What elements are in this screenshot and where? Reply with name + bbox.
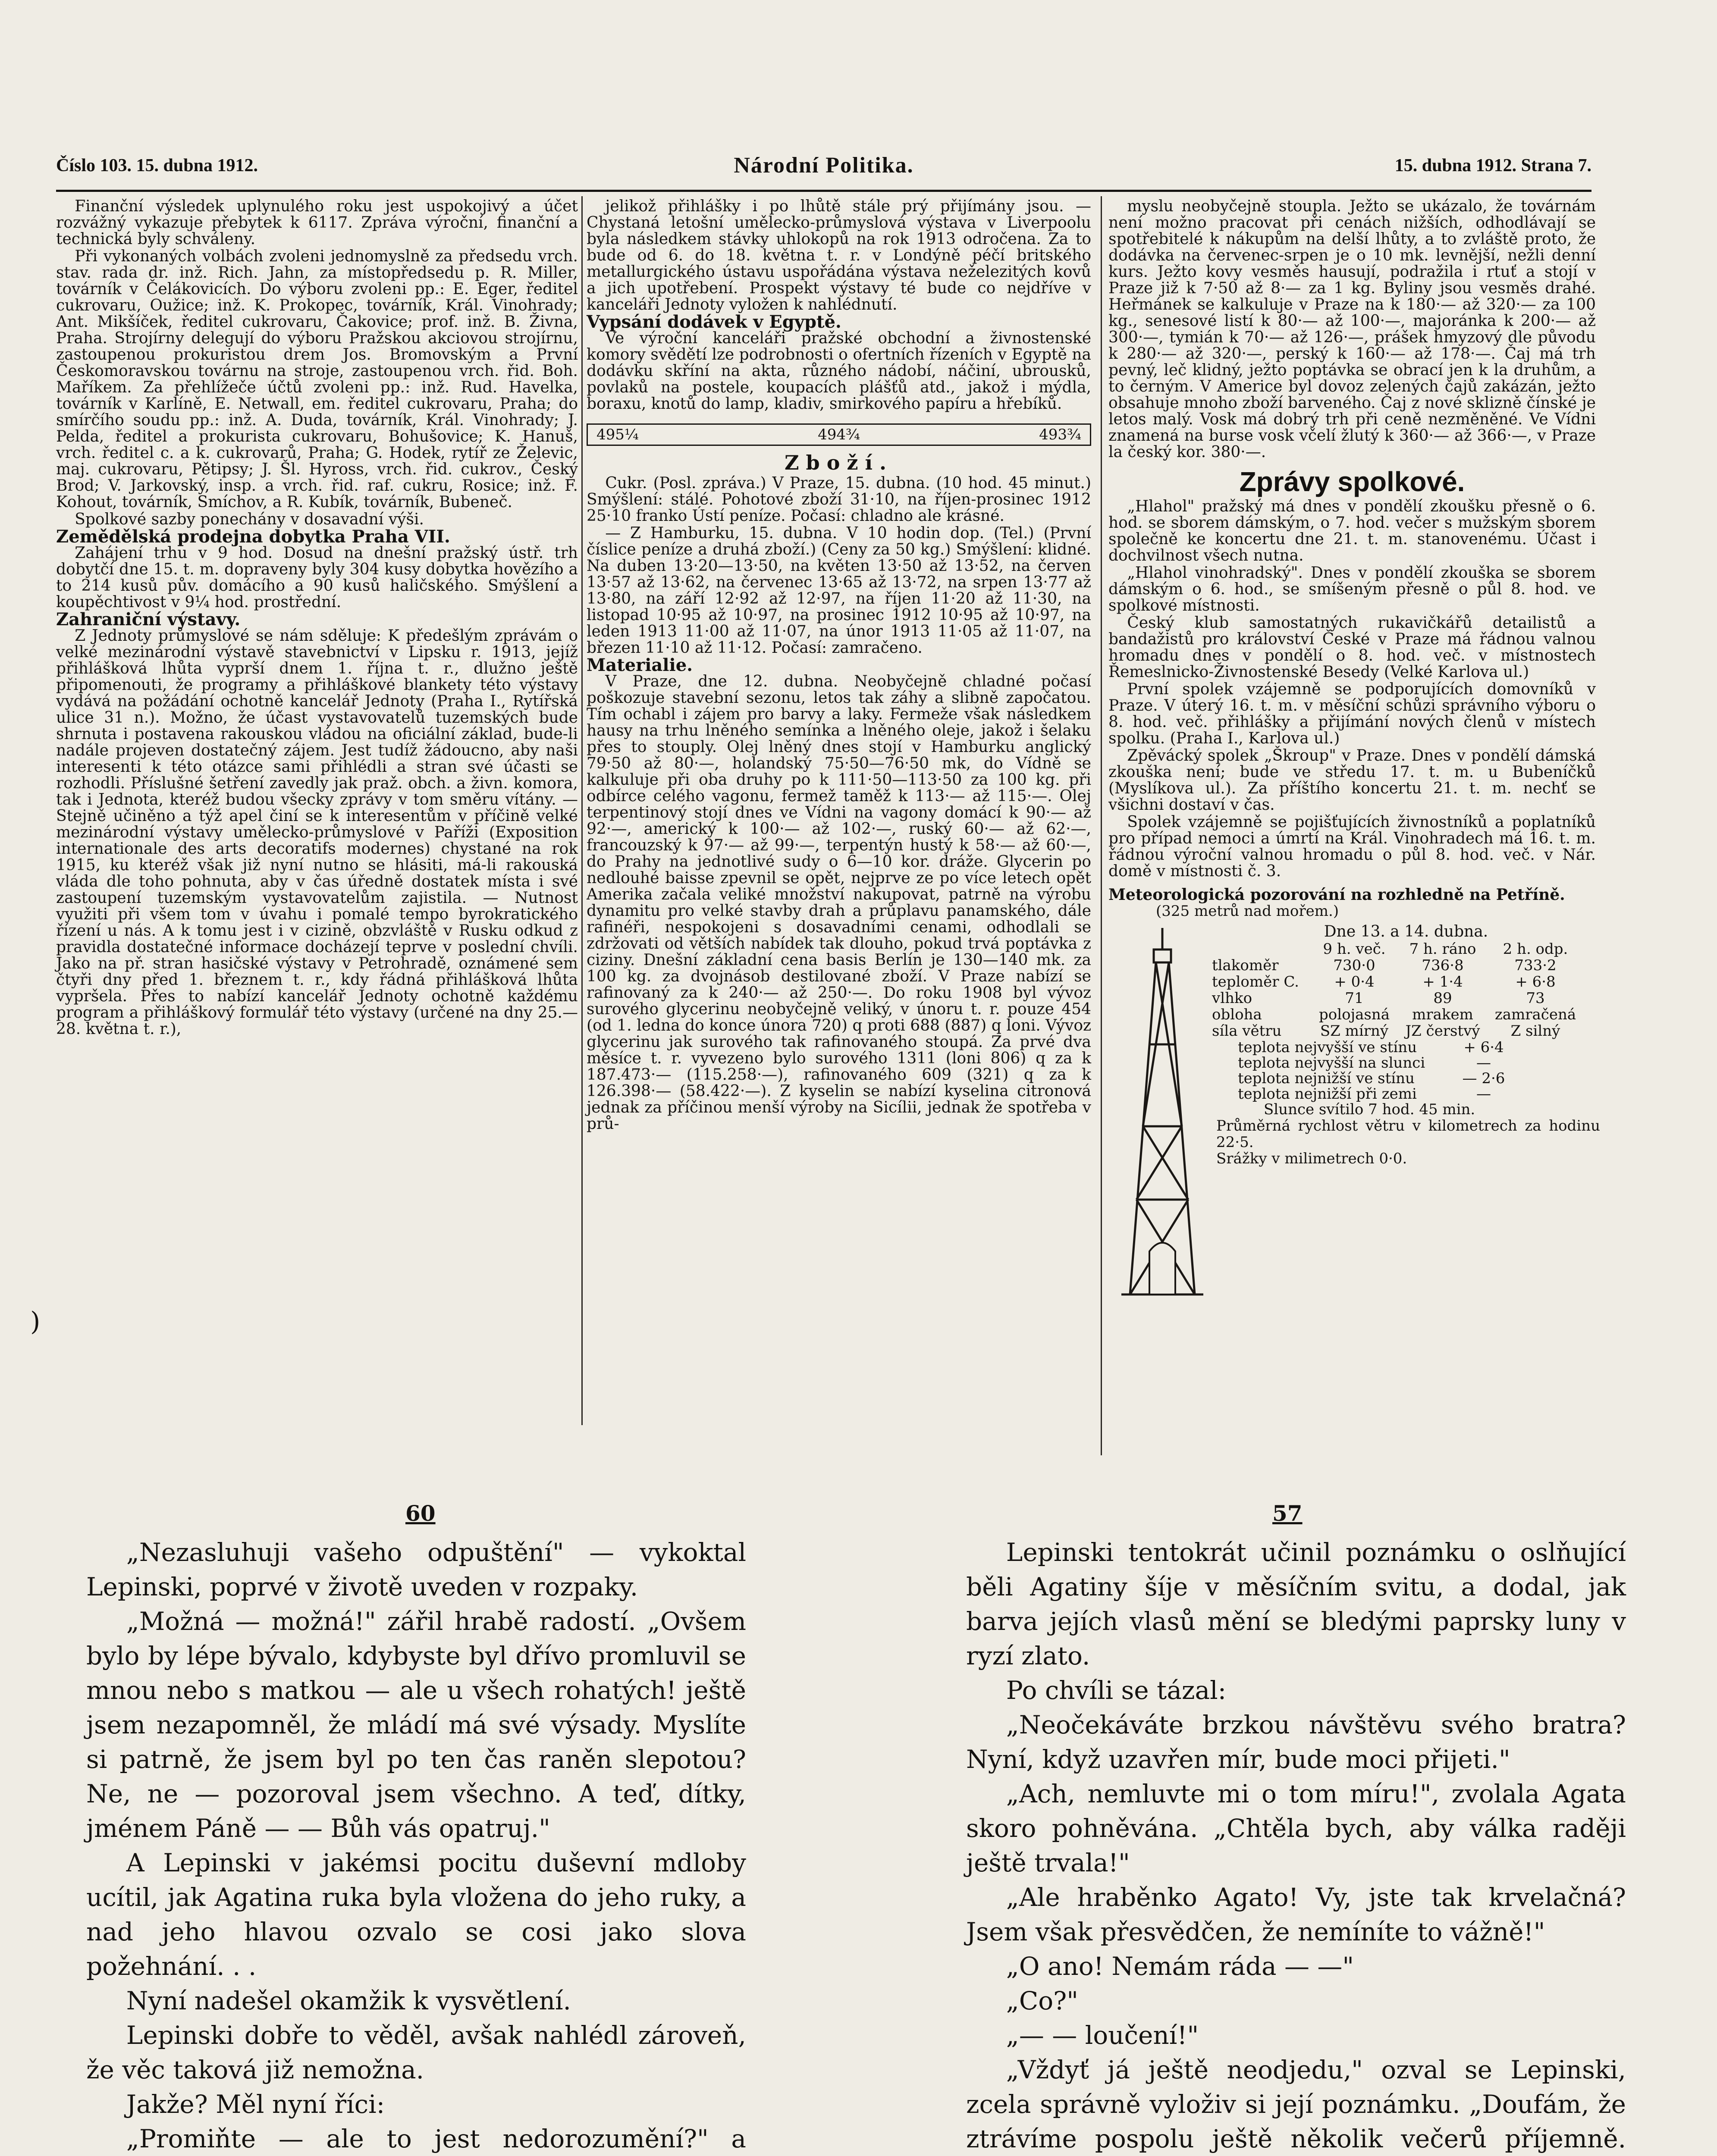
meteo-subtitle: (325 metrů nad mořem.) — [1156, 903, 1339, 920]
book-paragraph: „Neočekáváte brzkou návštěvu svého bratra? Nyní, když uzavřen mír, bude moci přijeti." — [966, 1710, 1626, 1774]
meteo-rain: Srážky v milimetrech 0·0. — [1216, 1150, 1407, 1167]
article-heading: Materialie. — [587, 655, 693, 675]
meteo-cell: SZ mírný — [1320, 1022, 1389, 1040]
meteo-label: teplota nejvyšší na slunci — [1238, 1054, 1425, 1072]
article-paragraph: Při vykonaných volbách zvoleni jednomyslně za předsedu vrch. stav. rada dr. inž. Rich. Jahn, za místopředsedu p. R. Miller, továrník v Čelákovicích. Do výboru zvoleni pp.: E. Eger, ředitel cukrovaru, Oužice; inž. K. Prokopec, továrník, Král. Vinohrady; Ant. Mikšíček, ředitel cukrovaru, Čakovice; prof. inž. B. Živna, Praha. Strojírny delegují do výboru Pražskou akciovou strojírnu, zastoupenou prokuristou drem Jos. Bromovským a První Českomoravskou továrnu na stroje, zastoupenou vrch. řid. Boh. Maříkem. Za přehlížeče účtů zvoleni pp.: inž. Rud. Havelka, továrník v Karlíně, E. Netwall, em. ředitel cukrovaru, Praha; do smírčího soudu pp.: inž. A. Duda, továrník, Král. Vinohrady; J. Pelda, ředitel a prokurista cukrovaru, Bohušovice; K. Hanuš, vrch. ředitel c. a k. cukrovarů, Praha; G. Hodek, rytíř ze Želevic, maj. cukrovaru, Pětipsy; J. Šl. Hyross, vrch. řid. cukrov., Český Brod; V. Jarkovský, insp. a vrch. řid. raf. cukru, Rosice; inž. F. Kohout, továrník, Smíchov, a R. Kubík, továrník, Bubeneč. — [56, 248, 578, 511]
article-paragraph: jelikož přihlášky i po lhůtě stále prý přijímány jsou. — Chystaná letošní umělecko-průmyslová výstava v Liverpoolu byla následkem stávky uhlokopů na rok 1913 odročena. Za to bude od 6. do 18. května t. r. v Londýně péčí britského metallurgického ústavu uspořádána výstava neželezitých kovů a jich upotřebení. Prospekt výstavy té bude co nejdříve v kanceláři Jednoty vyložen k nahlédnutí. — [587, 197, 1091, 313]
meteo-label: teplota nejnižší ve stínu — [1238, 1070, 1415, 1087]
meteo-cell: 2 h. odp. — [1503, 940, 1568, 958]
issue-number: Číslo 103. 15. dubna 1912. — [56, 156, 258, 175]
meteo-cell: teploměr C. — [1212, 973, 1299, 990]
meteo-cell: vlhko — [1212, 990, 1252, 1007]
book-page-right — [966, 1535, 1626, 2156]
book-paragraph: Lepinski dobře to věděl, avšak nahlédl zároveň, že věc taková již nemožna. — [86, 2021, 746, 2084]
meteo-value: — — [1476, 1054, 1491, 1072]
meteo-cell: zamračená — [1494, 1006, 1576, 1023]
meteo-wind: Průměrná rychlost větru v kilometrech za hodinu 22·5. — [1216, 1117, 1600, 1151]
meteo-row — [1212, 974, 1600, 990]
newspaper-title: Národní Politika. — [734, 153, 914, 178]
book-paragraph: „Promiňte — ale to jest nedorozumění?" a — [126, 2124, 746, 2153]
book-paragraph: „Vždyť já ještě neodjedu," ozval se Lepinski, zcela správně vyloživ si její poznámku. „Doufám, že ztrávíme pospolu ještě několik večerů příjemně. — [966, 2055, 1626, 2153]
book-paragraph: „O ano! Nemám ráda — —" — [1006, 1952, 1354, 1981]
meteo-cell: + 6·8 — [1515, 973, 1556, 990]
article-heading: Zemědělská prodejna dobytka Praha VII. — [56, 526, 450, 547]
book-paragraph: „Možná — možná!" zářil hrabě radostí. „Ovšem bylo by lépe bývalo, kdybyste byl dřívo promluvil se mnou nebo s matkou — ale u všech rohatých! ještě jsem nezapomněl, že mládí má své výsady. Myslíte si patrně, že jsem byl po ten čas raněn slepotou? Ne, ne — pozoroval jsem všechno. A teď, dítky, jménem Páně — — Bůh vás opatruj." — [86, 1607, 746, 1843]
column-2 — [587, 198, 1091, 1457]
meteo-cell: JZ čerstvý — [1405, 1022, 1480, 1040]
meteo-row — [1212, 990, 1600, 1006]
meteo-cell: 730·0 — [1333, 957, 1375, 974]
meteo-list-row — [1238, 1070, 1600, 1086]
article-paragraph: V Praze, dne 12. dubna. Neobyčejně chladné počasí poškozuje stavební sezonu, letos tak záhy a slibně započatou. Tím ochabl i zájem pro barvy a laky. Fermeže však následkem hausy na trhu lněného semínka a lněného oleje, jakož i šelaku přes to stouply. Olej lněný dnes stojí v Hamburku anglický 79·50 až 80·—, holandský 75·50—76·50 mk, do Vídně se kalkuluje při oba druhy po k 111·50—113·50 za 100 kg. při odbírce celého vagonu, fermež taměž k 113·— až 115·—. Olej terpentinový stojí dnes ve Vídni na vagony domácí k 90·— až 92·—, americký k 100·— až 102·—, ruský 60·— až 62·—, francouzský k 97·— až 99·—, terpentýn hustý k 58·— až 60·—, do Prahy na jednotlivé sudy o 6—10 kor. dráže. Glycerin po nedlouhé baisse zpevnil se opět, nejprve ze po více letech opět Amerika začala veliké množství nakupovat, patrně na výrobu dynamitu pro velké stavby drah a průplavu panamského, dále rafinéři, nespokojeni s dosavadními cenami, odhodlali se zdržovati od větších nabídek tak dlouho, pokud trvá poptávka z ciziny. Dnešní základní cena basis Berlín je 130—140 mk. za 100 kg. za dvojnásob destilované zboží. V Praze nabízí se rafinovaný za k 240·— až 250·—. Do roku 1908 byl vývoz surového glycerinu neobyčejně veliký, v únoru t. r. pouze 454 (od 1. ledna do konce února 720) q proti 688 (887) q loni. Vývoz glycerinu jak surového tak rafinovaného stoupá. Za prvé dva měsíce t. r. vyvezeno bylo surového 1311 (loni 806) q za k 187.473·— (115.258·—), rafinovaného 609 (321) q za k 126.398·— (58.422·—). Z kyselin se nabízí kyselina citronová jednak za příčinou menší výroby na Sicílii, jednak že spotřeba v prů- — [587, 673, 1091, 1133]
masthead-rule — [56, 190, 1591, 192]
price-box — [587, 423, 1091, 446]
meteo-cell: tlakoměr — [1212, 957, 1279, 974]
meteo-header-row — [1212, 941, 1600, 957]
petrin-tower-icon — [1113, 924, 1212, 1303]
meteo-row — [1212, 1006, 1600, 1023]
meteo-list-row — [1238, 1055, 1600, 1070]
book-paragraph: „— — loučení!" — [1006, 2021, 1199, 2050]
article-paragraph: „Hlahol vinohradský". Dnes v pondělí zkouška se sborem dámským o 6. hod., se smíšeným přesně o půl 8. hod. ve spolkové místnosti. — [1108, 564, 1596, 614]
article-paragraph: Zpěvácký spolek „Škroup" v Praze. Dnes v pondělí dámská zkouška není; bude ve středu 17. t. m. u Bubeníčků (Myslíkova ul.). Za příštího koncertu 21. t. m. nechť se všichni dostaví v čas. — [1108, 747, 1596, 814]
meteo-list-row — [1238, 1039, 1600, 1055]
book-paragraph: Nyní nadešel okamžik k vysvětlení. — [126, 1986, 571, 2015]
meteo-cell: síla větru — [1212, 1022, 1282, 1040]
article-heading: Zahraniční výstavy. — [56, 609, 241, 630]
column-1 — [56, 198, 578, 1419]
article-paragraph: „Hlahol" pražský má dnes v pondělí zkoušku přesně o 6. hod. se sborem dámským, o 7. hod. večer s mužským sborem společně ke koncertu dne 21. t. m. stanovenému. Účast i dochvilnost všech nutna. — [1108, 498, 1596, 564]
price-value: 495¼ — [596, 426, 639, 443]
section-title: Zprávy spolkové. — [1239, 466, 1465, 497]
book-paragraph: „Ach, nemluvte mi o tom míru!", zvolala Agata skoro pohněvána. „Chtěla bych, aby válka raději ještě trvala!" — [966, 1779, 1626, 1877]
meteo-cell: 71 — [1345, 990, 1364, 1007]
article-heading: Vypsání dodávek v Egyptě. — [587, 312, 841, 332]
meteo-cell: obloha — [1212, 1006, 1262, 1023]
meteo-value: — 2·6 — [1462, 1070, 1505, 1087]
meteo-cell: 73 — [1526, 990, 1545, 1007]
meteo-block — [1108, 923, 1600, 1312]
book-paragraph: Lepinski tentokrát učinil poznámku o oslňující běli Agatiny šíje v měsíčním svitu, a dodal, jak barva jejích vlasů mění se bledými paprsky luny v ryzí zlato. — [966, 1538, 1626, 1670]
column-divider — [1101, 196, 1102, 1455]
book-paragraph: Jakže? Měl nyní říci: — [126, 2090, 385, 2119]
price-value: 493¾ — [1039, 426, 1081, 443]
book-paragraph: A Lepinski v jakémsi pocitu duševní mdloby ucítil, jak Agatina ruka byla vložena do jeho ruky, a nad jeho hlavou ozvalo se cosi jako slova požehnání. . . — [86, 1848, 746, 1981]
book-paragraph: „Ale hraběnko Agato! Vy, jste tak krvelačná? Jsem však přesvědčen, že nemíníte to vážně!" — [966, 1883, 1626, 1946]
masthead — [56, 155, 1591, 185]
article-paragraph: Spolkové sazby ponechány v dosavadní výši. — [75, 511, 424, 528]
meteo-cell: polojasná — [1318, 1006, 1390, 1023]
book-page-number: 57 — [1272, 1501, 1303, 1526]
book-paragraph: Po chvíli se tázal: — [1006, 1676, 1227, 1705]
meteo-cell: + 1·4 — [1422, 973, 1463, 990]
meteo-table — [1212, 924, 1600, 1167]
article-paragraph: — Z Hamburku, 15. dubna. V 10 hodin dop. (Tel.) (První číslice peníze a druhá zboží.) (Ceny za 50 kg.) Smýšlení: klidné. Na duben 13·20—13·50, na květen 13·50 až 13·52, na červen 13·57 až 13·62, na červenec 13·65 až 13·72, na srpen 13·77 až 13·80, na září 12·92 až 12·97, na říjen 11·20 až 11·30, na listopad 10·95 až 10·97, na prosinec 1912 10·95 až 10·97, na leden 1913 11·00 až 11·07, na únor 1913 11·05 až 11·07, na březen 11·10 až 11·12. Počasí: zamračeno. — [587, 524, 1091, 657]
article-paragraph: Ve výroční kanceláři pražské obchodní a živnostenské komory svědětí lze podrobnosti o ofertních řízeních v Egyptě na dodávku skříní na akta, různého nádobí, náčiní, ubrousků, povlaků na postele, koupacích plášťů atd., jakož i mýdla, boraxu, knotů do lamp, kladiv, smirkového papíru a hřebíků. — [587, 329, 1091, 413]
meteo-value: + 6·4 — [1463, 1039, 1504, 1056]
book-paragraph: „Nezasluhuji vašeho odpuštění" — vykoktal Lepinski, poprvé v životě uveden v rozpaky. — [86, 1538, 746, 1601]
article-paragraph: Z Jednoty průmyslové se nám sděluje: K předešlým zprávám o velké mezinárodní výstavě stavebnictví v Lipsku r. 1913, jejíž přihlášková lhůta vyprší dnem 1. října t. r., dlužno ještě připomenouti, že programy a přihláškové blankety této výstavy vydává na požádání ochotně kancelář Jednoty (Praha I., Rytířská ulice 31 n.). Možno, že účast vystavovatelů tuzemských bude shrnuta i postavena rakouskou vládou na oficiální základ, bude-li nadále projeven dostatečný zájem. Jest tudíž žádoucno, aby naši interesenti k této otázce sami přihlédli a stran své účasti se rozhodli. Příslušné šetření zavedly jak praž. obch. a živn. komora, tak i Jednota, kteréž budou všecky zprávy v tom směru vítány. — Stejně učiněno a týž apel činí se k interesentům v příčině velké mezinárodní výstavy umělecko-průmyslové v Paříži (Exposition internationale des arts decoratifs modernes) chystané na rok 1915, ku kteréž však již nyní nutno se hlásiti, má-li rakouská vláda dle toho pohnuta, aby v čas úředně dostatek místa i své zastoupení tuzemským vystavovatelům zajistila. — Nutnost využiti při všem tom v úvahu i pomalé tempo byrokratického řízení u nás. A k tomu jest i v cizině, obzvláště v Rusku odkud z pravidla dostatečné informace docházejí teprve v poslední chvíli. Jako na př. stran hasičské výstavy v Petrohradě, oznámené sem čtyři dny před 1. březnem t. r., kdy řádná přihlášková lhůta vypršela. Přes to nabízí kancelář Jednoty ochotně každému program a přihláškový formulář této výstavy (určené na dny 25.—28. května t. r.), — [56, 627, 578, 1038]
meteo-row — [1212, 957, 1600, 974]
meteo-list — [1238, 1039, 1600, 1101]
meteo-cell: 89 — [1433, 990, 1452, 1007]
article-paragraph: Finanční výsledek uplynulého roku jest uspokojivý a účet rozvážný vykazuje přebytek k 6117. Zpráva výroční, finanční a technická byly schváleny. — [56, 197, 578, 248]
meteo-date: Dne 13. a 14. dubna. — [1324, 923, 1488, 940]
meteo-title: Meteorologická pozorování na rozhledně na Petříně. — [1108, 886, 1565, 904]
book-page-number: 60 — [405, 1501, 436, 1526]
meteo-list-row — [1238, 1086, 1600, 1101]
article-paragraph: myslu neobyčejně stoupla. Ježto se ukázalo, že továrnám není možno pracovat při cenách nižších, odhodlávají se spotřebitelé k nákupům na delší lhůty, a to zvláště proto, že dodávka na červenec-srpen je o 10 mk. levnější, nežli denní kurs. Ježto kovy vesměs hausují, podražila i rtuť a stojí v Praze již k 7·50 až 8·— za 1 kg. Byliny jsou vesměs drahé. Heřmánek se kalkuluje v Praze na k 180·— až 320·— za 100 kg., senesové listí k 80·— až 100·—, majoránka k 200·— až 300·—, tymián k 70·— až 126·—, prášek hmyzový dle původu k 280·— až 320·—, perský k 160·— až 178·—. Čaj má trh pevný, leč klidný, ježto poptávka se obrací jen k la druhům, a to černým. V Americe byl dovoz zelených čajů zakázán, ježto obsahuje mnoho zboží barveného. Čaj z nové sklizně čínské je letos malý. Vosk má dobrý trh při ceně nezměněné. Ve Vídni znamená na burse vosk včelí žlutý k 360·— až 366·—, v Praze la český kor. 380·—. — [1108, 197, 1596, 461]
meteo-cell: 736·8 — [1422, 957, 1464, 974]
article-paragraph: Zahájení trhu v 9 hod. Dosud na dnešní pražský ústř. trh dobytčí dne 15. t. m. dopraveny byly 304 kusy dobytka hovězího a to 214 kusů pův. domácího a 90 kusů haličského. Smýšlení a koupěchtivost v 9¼ hod. prostřední. — [56, 544, 578, 611]
meteo-row — [1212, 1023, 1600, 1039]
book-paragraph: „Co?" — [1006, 1986, 1078, 2015]
meteo-cell: Z silný — [1510, 1022, 1560, 1040]
meteo-label: teplota nejnižší při zemi — [1238, 1085, 1417, 1103]
book-page-left — [86, 1535, 746, 2156]
meteo-cell: 733·2 — [1514, 957, 1557, 974]
meteo-value: — — [1476, 1085, 1491, 1103]
meteo-cell: 9 h. več. — [1323, 940, 1386, 958]
price-value: 494¾ — [818, 426, 860, 443]
meteo-cell: 7 h. ráno — [1409, 940, 1476, 958]
meteo-label: teplota nejvyšší ve stínu — [1238, 1039, 1417, 1056]
meteo-sunshine: Slunce svítilo 7 hod. 45 min. — [1264, 1101, 1475, 1118]
article-paragraph: První spolek vzájemně se podporujících domovníků v Praze. V úterý 16. t. m. v měsíční schůzi správního výboru o 8. hod. več. přihlášky a přijímání nových členů v místech spolku. (Praha I., Karlova ul.) — [1108, 680, 1596, 747]
article-paragraph: Spolek vzájemně se pojišťujících živnostníků a poplatníků pro případ nemoci a úmrtí na Král. Vinohradech má 16. t. m. řádnou výroční valnou hromadu o půl 8. hod. več. v Nár. domě v místnosti č. 3. — [1108, 813, 1596, 880]
meteo-cell — [1212, 941, 1311, 957]
section-title: Zboží. — [784, 451, 894, 474]
meteo-cell: mrakem — [1412, 1006, 1473, 1023]
meteo-cell: + 0·4 — [1334, 973, 1375, 990]
article-paragraph: Cukr. (Posl. zpráva.) V Praze, 15. dubna. (10 hod. 45 minut.) Smýšlení: stálé. Pohotové zboží 31·10, na říjen-prosinec 1912 25·10 franko Ústí peníze. Počasí: chladno ale krásné. — [587, 474, 1091, 525]
column-3 — [1108, 197, 1600, 1449]
page-date: 15. dubna 1912. Strana 7. — [1394, 156, 1591, 175]
article-paragraph: Český klub samostatných rukavičkářů detailistů a bandažistů pro království České v Praze má řádnou valnou hromadu dnes v pondělí o 8. hod. več. v místnostech Řemeslnicko-Živnostenské Besedy (Velké Karlova ul.) — [1108, 614, 1596, 681]
column-divider — [581, 196, 583, 1425]
margin-bracket: ) — [30, 1307, 41, 1337]
